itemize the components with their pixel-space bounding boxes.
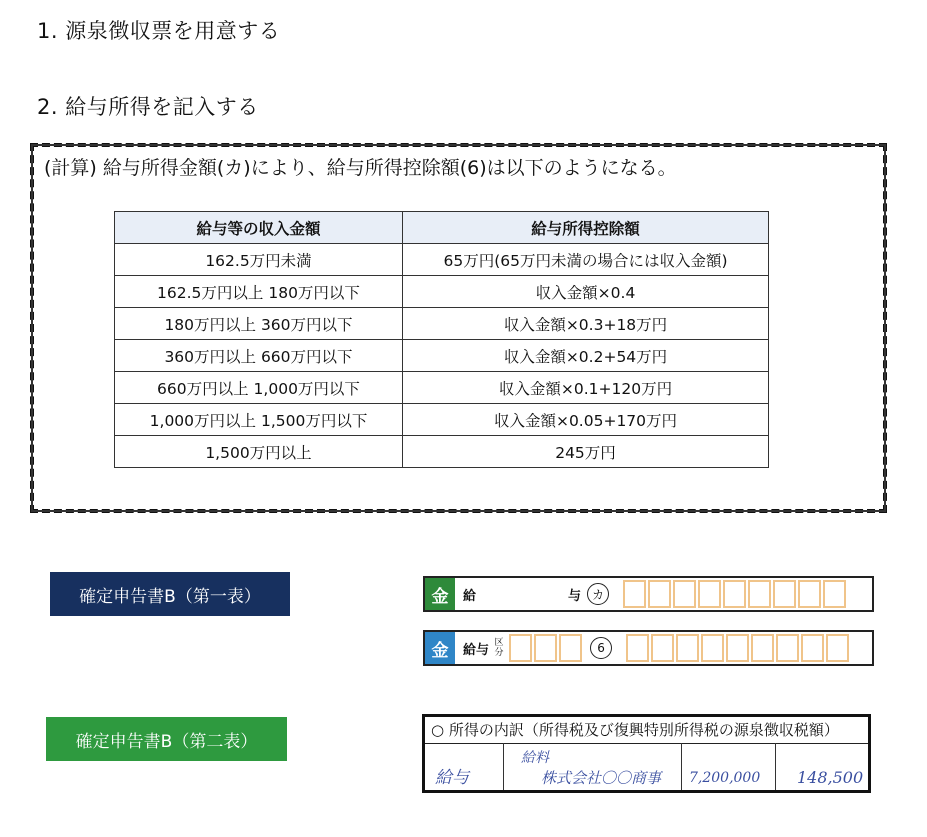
amount-cell[interactable] [651, 634, 674, 662]
step-1-heading: 1. 源泉徴収票を用意する [37, 19, 281, 43]
income-cell: 162.5万円未満 [115, 244, 403, 276]
table-row [115, 244, 769, 276]
header-deduction: 給与所得控除額 [403, 212, 769, 244]
deduction-cell: 収入金額×0.4 [403, 276, 769, 308]
amount-cell[interactable] [826, 634, 849, 662]
form1-income-row [423, 630, 874, 666]
kubun-cells [509, 634, 584, 662]
income-cell: 660万円以上 1,000万円以下 [115, 372, 403, 404]
amount-cell[interactable] [773, 580, 796, 608]
amount-cell[interactable] [623, 580, 646, 608]
form-1-badge: 確定申告書B（第一表） [50, 572, 290, 616]
income-cell: 1,500万円以上 [115, 436, 403, 468]
step-2-heading: 2. 給与所得を記入する [37, 95, 259, 119]
calculation-title: (計算) 給与所得金額(カ)により、給与所得控除額(6)は以下のようになる。 [44, 157, 677, 179]
handwritten-payer: 株式会社〇〇商事 [541, 769, 662, 787]
handwritten-income: 7,200,000 [689, 770, 761, 786]
income-cell: 180万円以上 360万円以下 [115, 308, 403, 340]
amount-cell[interactable] [776, 634, 799, 662]
kubun-cell[interactable] [559, 634, 582, 662]
header-income: 給与等の収入金額 [115, 212, 403, 244]
table-row [115, 436, 769, 468]
kubun-label: 区分 [494, 638, 504, 658]
salary-label-b: 与 [568, 588, 582, 604]
kin-mark: 金 [425, 578, 455, 610]
divider [425, 743, 868, 744]
table-header-row [115, 212, 769, 244]
deduction-cell: 収入金額×0.3+18万円 [403, 308, 769, 340]
handwritten-tax: 148,500 [797, 768, 864, 787]
kin-mark: 金 [425, 632, 455, 664]
table-row [115, 276, 769, 308]
income-label: 給与 [463, 642, 490, 658]
amount-cell[interactable] [676, 634, 699, 662]
handwritten-type: 給与 [435, 768, 469, 788]
amount-cell[interactable] [698, 580, 721, 608]
deduction-cell: 収入金額×0.1+120万円 [403, 372, 769, 404]
amount-cell[interactable] [723, 580, 746, 608]
kubun-cell[interactable] [509, 634, 532, 662]
circle-6-icon: 6 [590, 637, 612, 659]
deduction-table [114, 211, 769, 468]
table-row [115, 372, 769, 404]
amount-cell[interactable] [801, 634, 824, 662]
deduction-cell: 収入金額×0.05+170万円 [403, 404, 769, 436]
handwritten-item: 給料 [521, 750, 549, 766]
amount-cell[interactable] [701, 634, 724, 662]
divider [503, 743, 504, 790]
salary-label-a: 給 [463, 588, 477, 604]
form1-salary-row [423, 576, 874, 612]
amount-cells [626, 634, 851, 662]
amount-cell[interactable] [798, 580, 821, 608]
amount-cell[interactable] [751, 634, 774, 662]
income-cell: 360万円以上 660万円以下 [115, 340, 403, 372]
income-cell: 162.5万円以上 180万円以下 [115, 276, 403, 308]
kubun-cell[interactable] [534, 634, 557, 662]
amount-cell[interactable] [748, 580, 771, 608]
table-row [115, 404, 769, 436]
circle-ka-icon: カ [587, 583, 609, 605]
deduction-cell: 245万円 [403, 436, 769, 468]
amount-cell[interactable] [823, 580, 846, 608]
deduction-cell: 65万円(65万円未満の場合には収入金額) [403, 244, 769, 276]
calculation-box [30, 143, 887, 513]
divider [775, 743, 776, 790]
form2-income-breakdown [422, 714, 871, 793]
amount-cell[interactable] [626, 634, 649, 662]
divider [681, 743, 682, 790]
form-2-badge: 確定申告書B（第二表） [46, 717, 287, 761]
amount-cell[interactable] [648, 580, 671, 608]
deduction-cell: 収入金額×0.2+54万円 [403, 340, 769, 372]
breakdown-header: ○ 所得の内訳（所得税及び復興特別所得税の源泉徴収税額） [431, 721, 839, 739]
amount-cells [623, 580, 848, 608]
table-row [115, 340, 769, 372]
amount-cell[interactable] [673, 580, 696, 608]
income-cell: 1,000万円以上 1,500万円以下 [115, 404, 403, 436]
table-row [115, 308, 769, 340]
amount-cell[interactable] [726, 634, 749, 662]
